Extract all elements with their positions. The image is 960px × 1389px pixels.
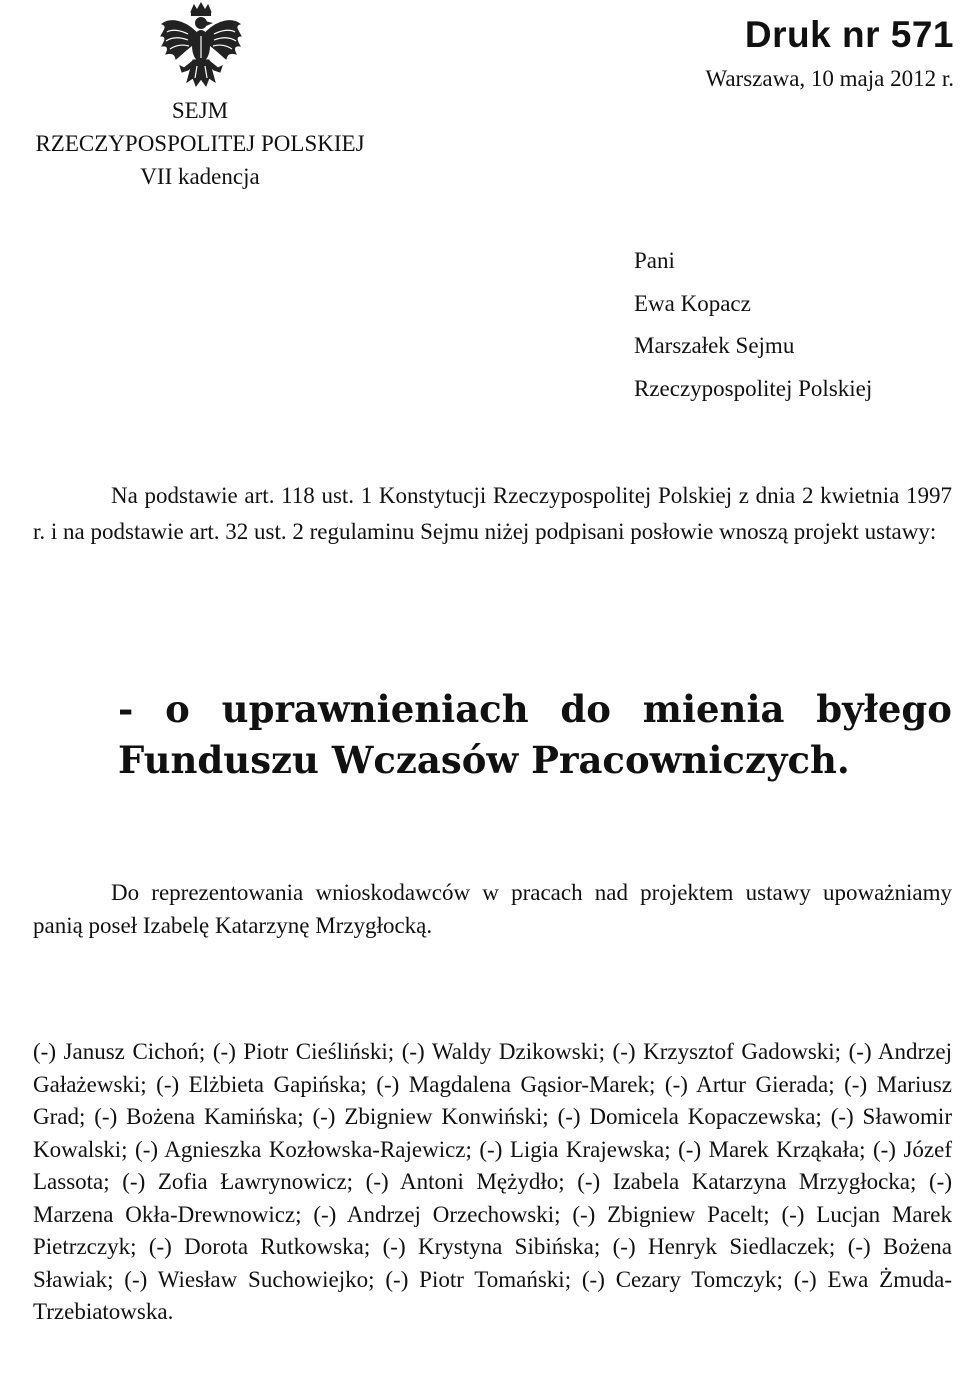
intro-paragraph: Na podstawie art. 118 ust. 1 Konstytucji Rzeczypospolitej Polskiej z dnia 2 kwietnia 1997 r. i na podstawie art. 32 ust. 2 regulaminu Sejmu niżej podpisani posłowie wnoszą projekt ustawy: <box>33 483 952 544</box>
representation-paragraph: Do reprezentowania wnioskodawców w pracach nad projektem ustawy upoważniamy panią poseł Izabelę Katarzynę Mrzygłocką. <box>33 880 952 938</box>
sejm-line-2: RZECZYPOSPOLITEJ POLSKIEJ <box>35 131 365 156</box>
signers-list: (-) Janusz Cichoń; (-) Piotr Cieśliński; (-) Waldy Dzikowski; (-) Krzysztof Gadowski; (-) Andrzej Gałażewski; (-) Elżbieta Gapińska; (-) Magdalena Gąsior-Marek; (-) Artur Gierada; (-) Mariusz Grad; (-) Bożena Kamińska; (-) Zbigniew Konwiński; (-) Domicela Kopaczewska; (-) Sławomir Kowalski; (-) Agnieszka Kozłowska-Rajewicz; (-) Ligia Krajewska; (-) Marek Krząkała; (-) Józef Lassota; (-) Zofia Ławrynowicz; (-) Antoni Mężydło; (-) Izabela Katarzyna Mrzygłocka; (-) Marzena Okła-Drewnowicz; (-) Andrzej Orzechowski; (-) Zbigniew Pacelt; (-) Lucjan Marek Pietrzczyk; (-) Dorota Rutkowska; (-) Krystyna Sibińska; (-) Henryk Siedlaczek; (-) Bożena Sławiak; (-) Wiesław Suchowiejko; (-) Piotr Tomański; (-) Cezary Tomczyk; (-) Ewa Żmuda-Trzebiatowska. <box>33 1039 952 1324</box>
addressee-line-3: Marszałek Sejmu <box>634 333 795 358</box>
addressee-line-1: Pani <box>634 248 675 273</box>
sejm-line-3: VII kadencja <box>140 164 260 189</box>
addressee-line-2: Ewa Kopacz <box>634 290 751 316</box>
sejm-header-block <box>0 94 400 193</box>
bill-title: - o uprawnieniach do mienia byłego Funduszu Wczasów Pracowniczych. <box>118 687 952 782</box>
document-number: Druk nr 571 <box>744 14 954 55</box>
addressee-line-4: Rzeczypospolitej Polskiej <box>634 375 873 401</box>
sejm-line-1: SEJM <box>171 98 229 123</box>
document-date: Warszawa, 10 maja 2012 r. <box>705 66 954 91</box>
polish-white-eagle-emblem-icon <box>158 2 244 90</box>
addressee-block <box>634 240 872 410</box>
